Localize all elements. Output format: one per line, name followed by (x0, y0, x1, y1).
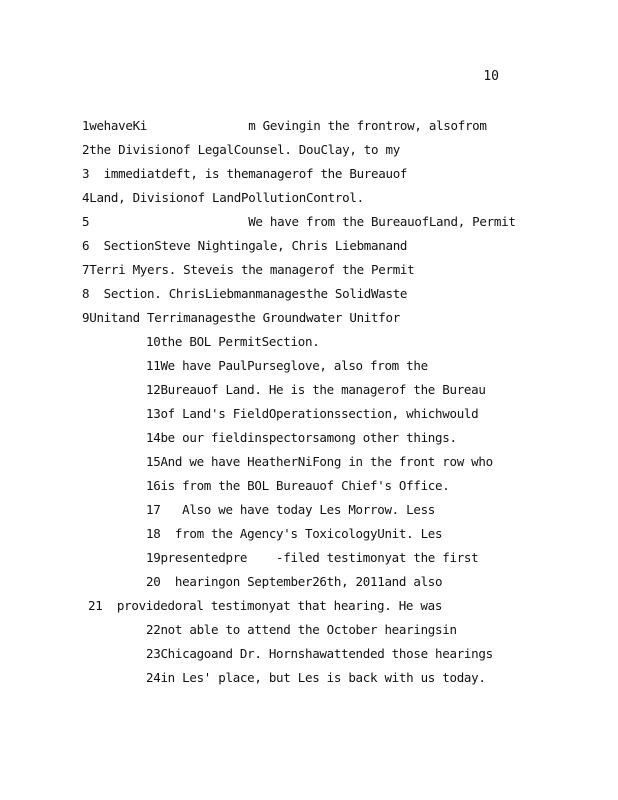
transcript-line: 22not able to attend the October hearingsin (146, 622, 457, 637)
transcript-line: 20 hearingon September26th, 2011and also (146, 574, 443, 589)
transcript-line: 9Unitand Terrimanagesthe Groundwater Unitfor (82, 310, 400, 325)
transcript-line: 24in Les' place, but Les is back with us today. (146, 670, 486, 685)
transcript-line: 13of Land's FieldOperationssection, whichwould (146, 406, 479, 421)
transcript-line: 14be our fieldinspectorsamong other things. (146, 430, 457, 445)
transcript-line: 23Chicagoand Dr. Hornshawattended those hearings (146, 646, 493, 661)
transcript-line: 19presentedpre -filed testimonyat the first (146, 550, 479, 565)
transcript-line: 10the BOL PermitSection. (146, 334, 320, 349)
transcript-line: 16is from the BOL Bureauof Chief's Office. (146, 478, 450, 493)
transcript-line: 12Bureauof Land. He is the managerof the Bureau (146, 382, 486, 397)
transcript-line: 8 Section. ChrisLiebmanmanagesthe SolidWaste (82, 286, 408, 301)
transcript-line: 7Terri Myers. Steveis the managerof the Permit (82, 262, 415, 277)
transcript-line: 3 immediatdeft, is themanagerof the Bureauof (82, 166, 408, 181)
transcript-line: 4Land, Divisionof LandPollutionControl. (82, 190, 364, 205)
page-number: 10 (483, 69, 499, 84)
transcript-line: 1wehaveKi m Gevingin the frontrow, alsofrom (82, 118, 487, 133)
transcript-line: 18 from the Agency's ToxicologyUnit. Les (146, 526, 443, 541)
transcript-line: 21 providedoral testimonyat that hearing. He was (88, 598, 443, 613)
transcript-line: 6 SectionSteve Nightingale, Chris Liebmanand (82, 238, 408, 253)
transcript-line: 2the Divisionof LegalCounsel. DouClay, to my (82, 142, 400, 157)
transcript-line: 17 Also we have today Les Morrow. Less (146, 502, 436, 517)
transcript-line: 5 We have from the BureauofLand, Permit (82, 214, 516, 229)
transcript-line: 15And we have HeatherNiFong in the front row who (146, 454, 493, 469)
transcript-line: 11We have PaulPurseglove, also from the (146, 358, 428, 373)
